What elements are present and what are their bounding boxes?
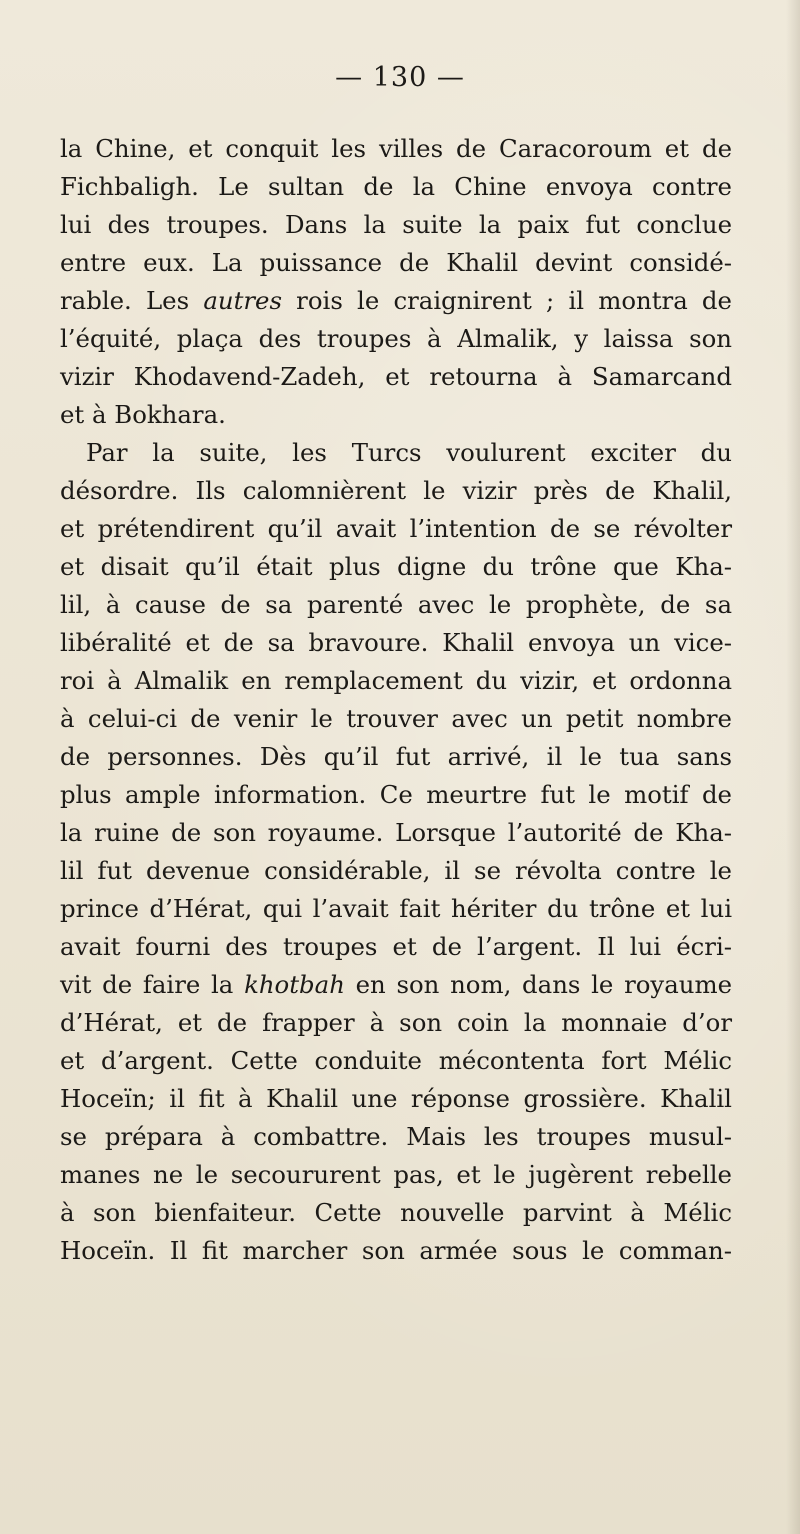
page-number: — 130 —: [335, 62, 465, 93]
text-line: vizir Khodavend-Zadeh, et retourna à Samarcand: [60, 362, 732, 391]
text-line: Par la suite, les Turcs voulurent exciter du: [86, 438, 732, 467]
italic-term: khotbah: [244, 970, 345, 999]
text-line: Fichbaligh. Le sultan de la Chine envoya contre: [60, 172, 732, 201]
text-line: [60, 282, 732, 320]
text-line: à son bienfaiteur. Cette nouvelle parvint à Mélic: [60, 1198, 732, 1227]
text-line: entre eux. La puissance de Khalil devint considé-: [60, 248, 732, 277]
text-line: et prétendirent qu’il avait l’intention de se révolter: [60, 514, 732, 543]
text-line: avait fourni des troupes et de l’argent. Il lui écri-: [60, 932, 732, 961]
text-line: roi à Almalik en remplacement du vizir, et ordonna: [60, 666, 732, 695]
text-segment: en son nom, dans le royaume: [344, 970, 733, 999]
text-line: Hoceïn. Il fit marcher son armée sous le comman-: [60, 1236, 732, 1265]
text-line: se prépara à combattre. Mais les troupes musul-: [60, 1122, 732, 1151]
text-line: manes ne le secoururent pas, et le jugèrent rebelle: [60, 1160, 732, 1189]
page-edge-shadow: [786, 0, 800, 1534]
text-line: [60, 966, 732, 1004]
text-line: l’équité, plaça des troupes à Almalik, y laissa son: [60, 324, 732, 353]
text-line: lui des troupes. Dans la suite la paix fut conclue: [60, 210, 732, 239]
text-line: plus ample information. Ce meurtre fut le motif de: [60, 780, 732, 809]
text-line: la ruine de son royaume. Lorsque l’autorité de Kha-: [60, 818, 732, 847]
text-line: et disait qu’il était plus digne du trône que Kha-: [60, 552, 732, 581]
text-line: la Chine, et conquit les villes de Caracoroum et de: [60, 134, 732, 163]
italic-term: autres: [203, 286, 282, 315]
text-line: lil, à cause de sa parenté avec le prophète, de sa: [60, 590, 732, 619]
text-segment: vit de faire la: [60, 970, 245, 999]
text-line: prince d’Hérat, qui l’avait fait hériter du trône et lui: [60, 894, 732, 923]
text-line: libéralité et de sa bravoure. Khalil envoya un vice-: [60, 628, 732, 657]
body-text: [60, 130, 732, 1270]
text-line: de personnes. Dès qu’il fut arrivé, il le tua sans: [60, 742, 732, 771]
text-line: à celui-ci de venir le trouver avec un petit nombre: [60, 704, 732, 733]
text-segment: rable. Les: [60, 286, 204, 315]
text-line: Hoceïn; il fit à Khalil une réponse grossière. Khalil: [60, 1084, 732, 1113]
text-line: et d’argent. Cette conduite mécontenta fort Mélic: [60, 1046, 732, 1075]
text-line: et à Bokhara.: [60, 400, 226, 429]
text-line: désordre. Ils calomnièrent le vizir près de Khalil,: [60, 476, 732, 505]
text-line: d’Hérat, et de frapper à son coin la monnaie d’or: [60, 1008, 732, 1037]
text-line: lil fut devenue considérable, il se révolta contre le: [60, 856, 732, 885]
text-segment: rois le craignirent ; il montra de: [282, 286, 732, 315]
